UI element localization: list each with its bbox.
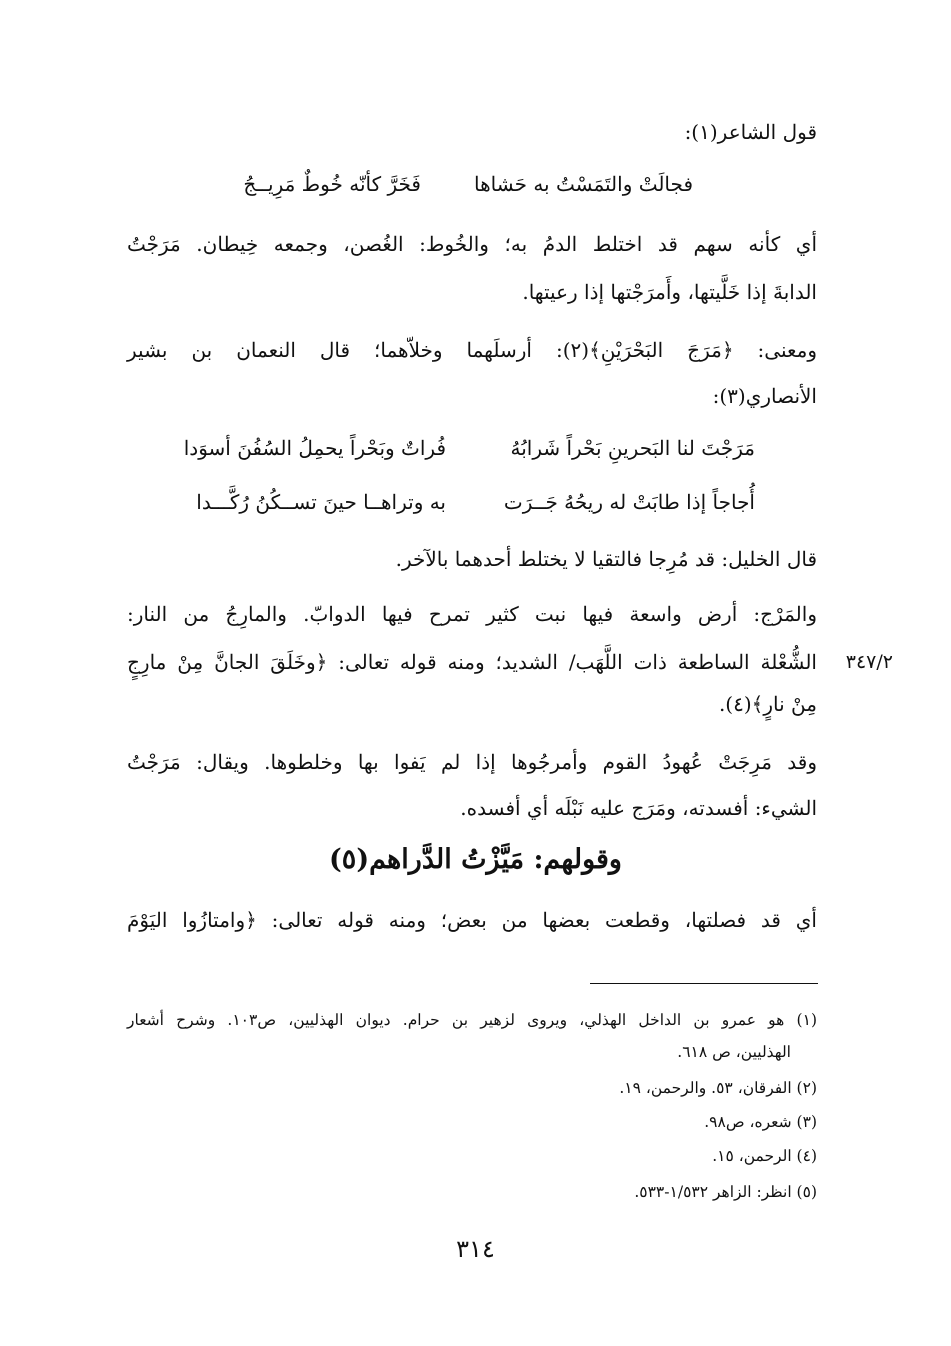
- text-line: قول الشاعر(١):: [684, 120, 817, 144]
- margin-reference: ٣٤٧/٢: [845, 651, 893, 673]
- verse-right-hemistich: أُجاجاً إذا طابَتْ له ريحُهُ جَــرَت: [503, 490, 755, 514]
- section-heading: وقولهم: مَيَّزْتُ الدَّراهم(٥): [329, 844, 622, 875]
- footnote-5: (٥) انظر: الزاهر ١/٥٣٢-٥٣٣.: [634, 1183, 817, 1201]
- verse-right-hemistich: مَرَجْتَ لنا البَحرينِ بَحْراً شَرابُهُ: [510, 436, 755, 460]
- text-line: ومعنى: ﴿مَرَجَ البَحْرَيْنِ﴾(٢): أرسلَهما وخلاّهما؛ قال النعمان بن بشير: [127, 338, 817, 362]
- text-line: الشيء: أفسدته، ومَرَج عليه نَبْلَه أي أفسده.: [460, 796, 817, 820]
- text-line: الأنصاري(٣):: [712, 384, 817, 408]
- text-line: والمَرْج: أرض واسعة فيها نبت كثير تمرح فيها الدوابّ. والمارِجُ من النار:: [127, 602, 817, 626]
- paragraph-3: قال الخليل: قد مُرِجا فالتقيا لا يختلط أحدهما بالآخر.: [395, 547, 817, 571]
- text-line: مِنْ نارٍ﴾(٤).: [718, 692, 817, 716]
- paragraph-6: أي قد فصلتها، وقطعت بعضها من بعض؛ ومنه قوله تعالى: ﴿وامتازُوا اليَوْمَ: [127, 908, 817, 932]
- text-line: وقد مَرِجَتْ عُهودُ القوم وأمرجُوها إذا لم يَفوا بها وخلطوها. ويقال: مَرَجْتُ: [127, 750, 817, 774]
- page-number: ٣١٤: [456, 1235, 495, 1263]
- verse-right-hemistich: فجالَتْ والتَمَسْتُ به حَشاها: [474, 172, 693, 196]
- footnote-1-continuation: الهذليين، ص ٦١٨.: [677, 1043, 791, 1061]
- footnote-1: (١) هو عمرو بن الداخل الهذلي، ويروى لزهير بن حرام. ديوان الهذليين، ص١٠٣. وشرح أشعار: [127, 1011, 817, 1029]
- footnote-4: (٤) الرحمن، ١٥.: [712, 1147, 817, 1165]
- verse-left-hemistich: فُراتٌ وبَحْراً يحمِلُ السُفُنَ أسوَدا: [183, 436, 446, 460]
- footnote-separator: [590, 983, 818, 984]
- text-line: الشُّعْلة الساطعة ذات اللَّهَب/ الشديد؛ ومنه قوله تعالى: ﴿وخَلَقَ الجانَّ مِنْ مارِجٍ: [127, 650, 817, 674]
- verse-left-hemistich: به وتراهــا حينَ تســكُنُ رُكَّـــدا: [196, 490, 446, 514]
- verse-left-hemistich: فَخَرَّ كأنّه خُوطٌ مَرِيــجُ: [243, 172, 421, 196]
- footnote-2: (٢) الفرقان، ٥٣. والرحمن، ١٩.: [619, 1079, 817, 1097]
- text-line: أي كأنه سهم قد اختلط الدمُ به؛ والخُوط: الغُصن، وجمعه خِيطان. مَرَجْتُ: [127, 232, 817, 256]
- footnote-3: (٣) شعره، ص٩٨.: [704, 1113, 817, 1131]
- text-line: الدابةَ إذا خَلَّيتها، وأَمرَجْتها إذا رعيتها.: [522, 280, 817, 304]
